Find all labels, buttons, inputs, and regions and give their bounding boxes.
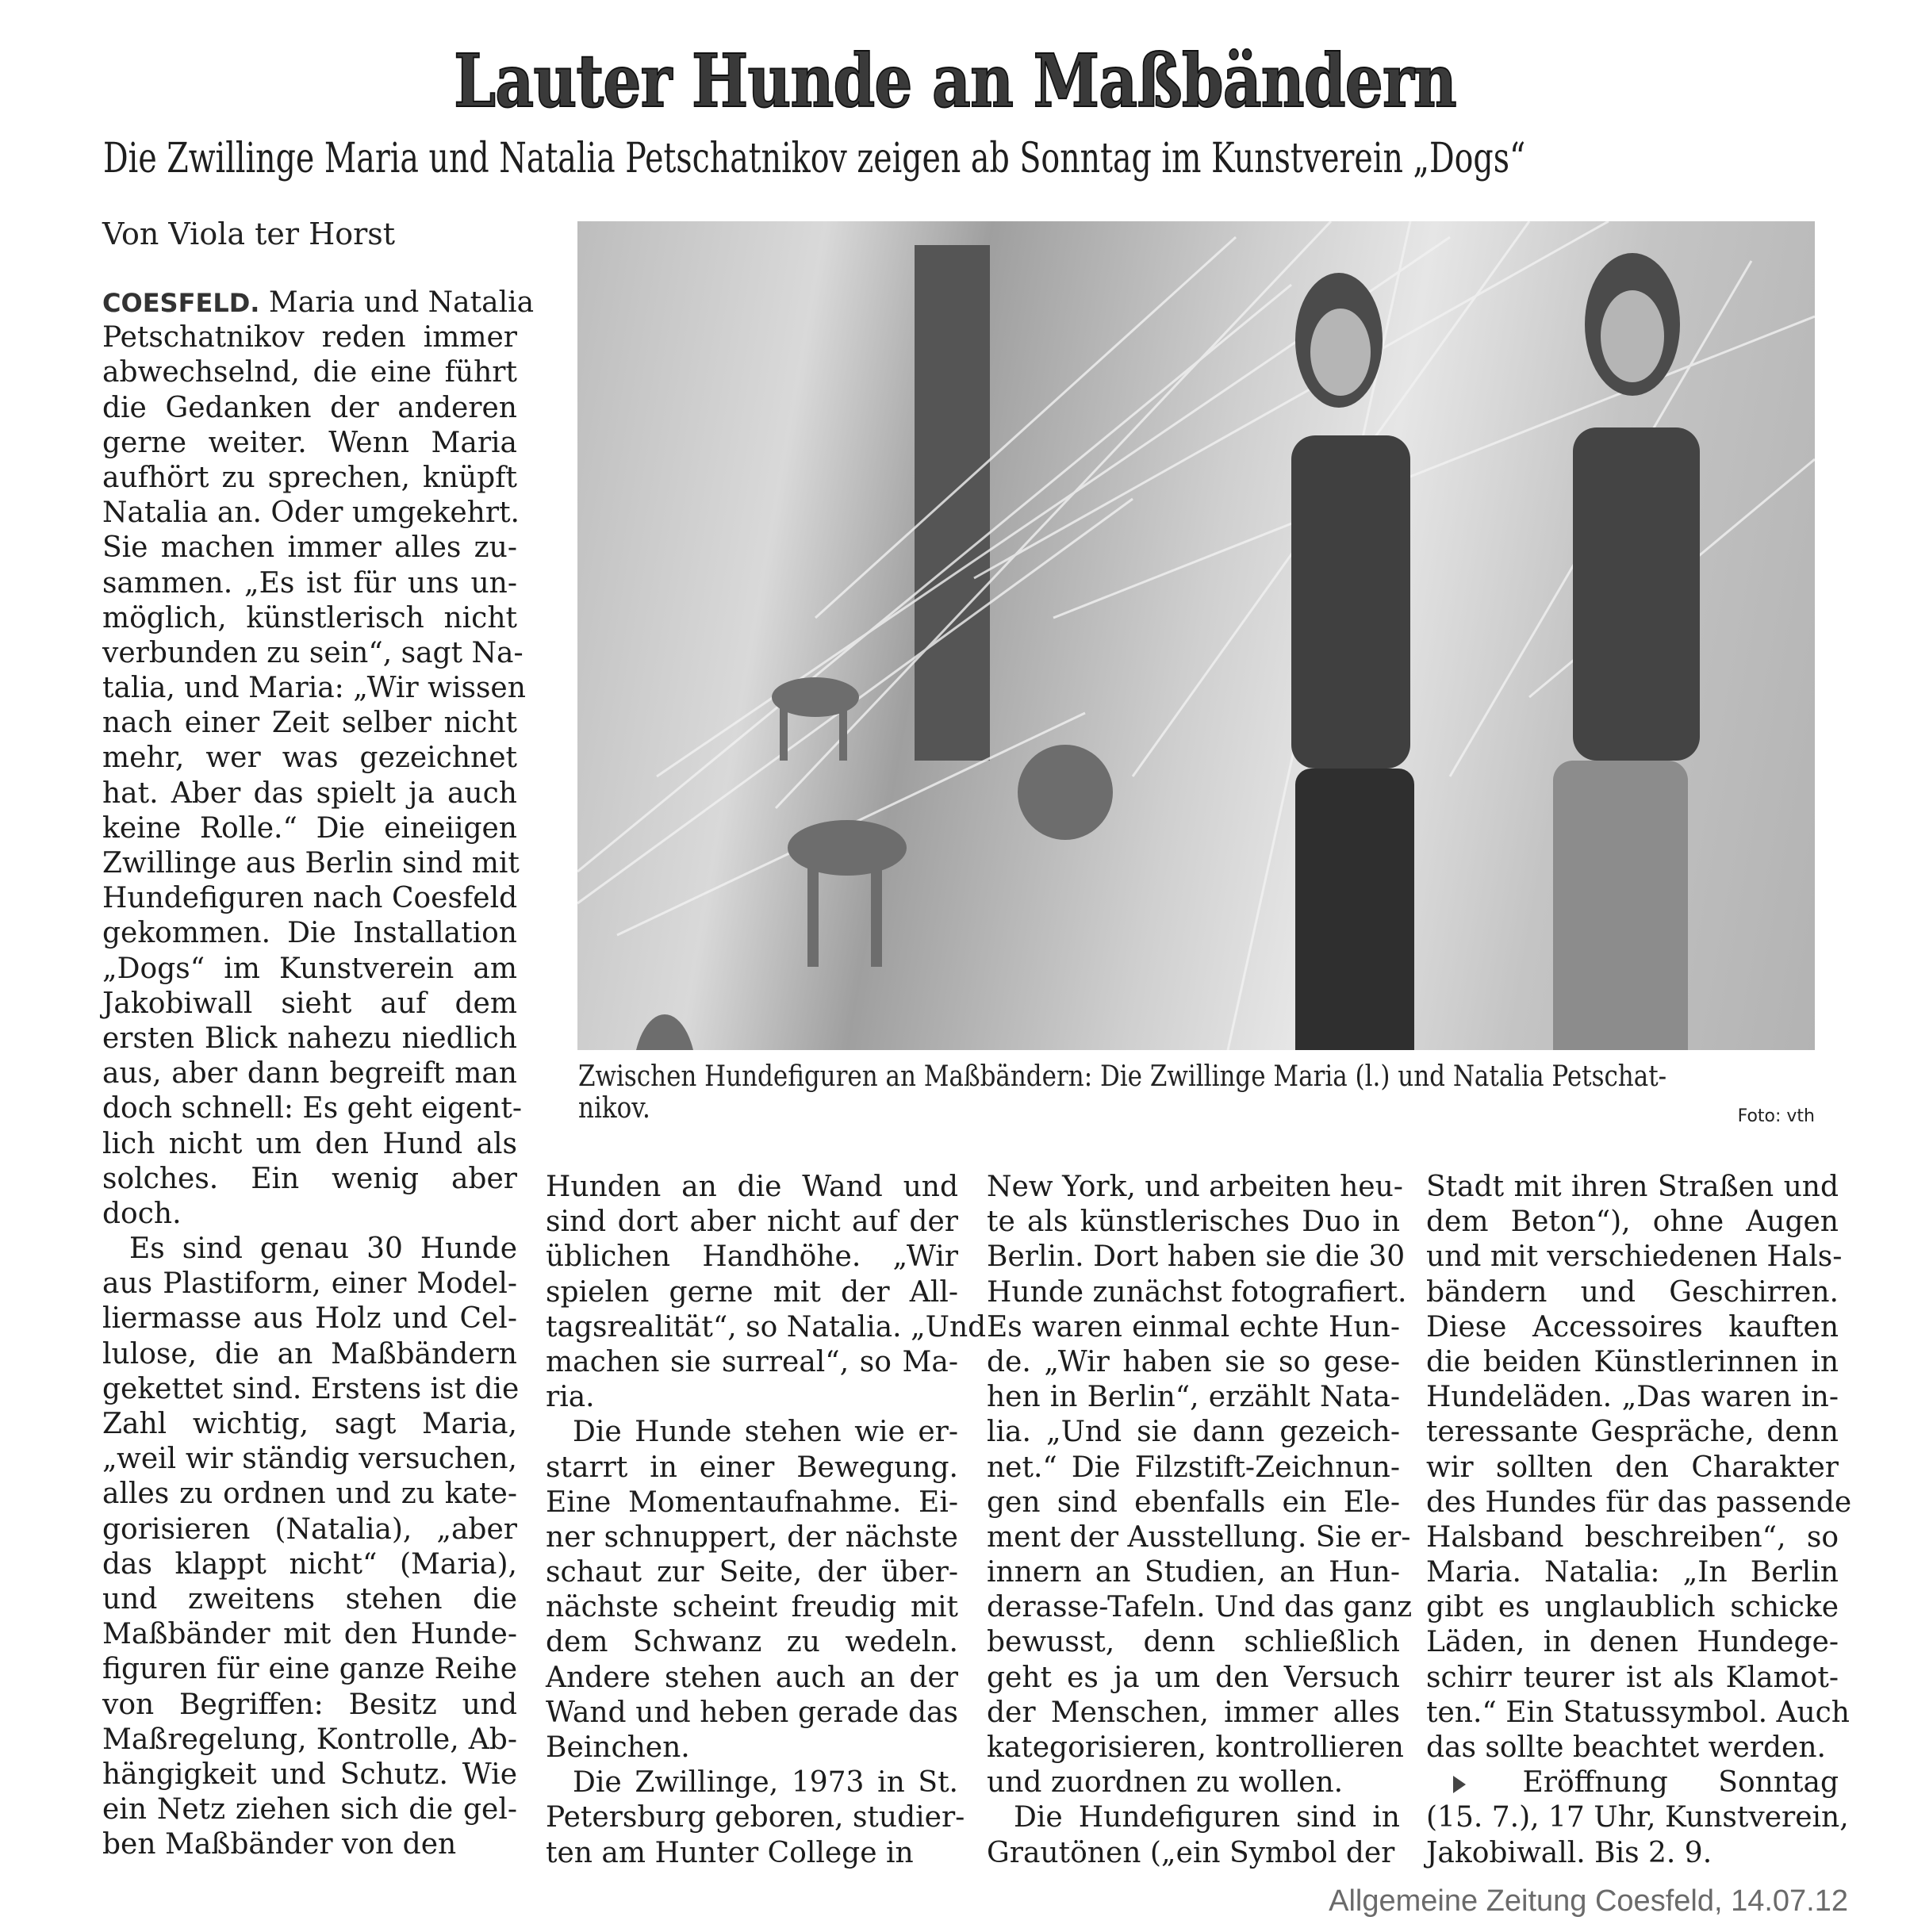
- photo-credit: Foto: vth: [1737, 1106, 1815, 1126]
- article-text-line: bewusst, denn schließlich: [987, 1626, 1400, 1659]
- article-text-line: New York, und arbeiten heu-: [987, 1171, 1403, 1203]
- article-text-line: Petschatnikov reden immer: [102, 321, 517, 355]
- article-text-line: Es sind genau 30 Hunde: [129, 1232, 517, 1266]
- article-text-line: Grautönen („ein Symbol der: [987, 1836, 1395, 1869]
- article-text-line: das sollte beachtet werden.: [1426, 1731, 1826, 1764]
- article-text-line: ten.“ Ein Statussymbol. Auch: [1426, 1696, 1850, 1729]
- article-text-line: gorisieren (Natalia), „aber: [102, 1512, 517, 1546]
- subheadline: Die Zwillinge Maria und Natalia Petschatnikov zeigen ab Sonntag im Kunstverein „Dogs“: [103, 135, 1526, 182]
- article-text-line: keine Rolle.“ Die eineiigen: [102, 811, 517, 845]
- article-text-line: des Hundes für das passende: [1426, 1485, 1852, 1519]
- article-text-line: die beiden Künstlerinnen in: [1426, 1345, 1839, 1378]
- article-text-line: Hunde zunächst fotografiert.: [987, 1275, 1407, 1309]
- article-text-line: ein Netz ziehen sich die gel-: [102, 1793, 517, 1827]
- byline: Von Viola ter Horst: [102, 217, 396, 251]
- article-text-line: starrt in einer Bewegung.: [546, 1451, 958, 1484]
- article-photo: [577, 221, 1815, 1050]
- article-text-line: gibt es unglaublich schicke: [1426, 1591, 1839, 1624]
- article-text-line: te als künstlerisches Duo in: [987, 1206, 1400, 1239]
- woman-left: [1291, 273, 1414, 1050]
- triangle-right-icon: [1453, 1776, 1466, 1793]
- article-text-line: Petersburg geboren, studier-: [546, 1801, 965, 1834]
- article-text-line: ersten Blick nahezu niedlich: [102, 1022, 517, 1055]
- article-text-line: ten am Hunter College in: [546, 1836, 914, 1869]
- article-text-line: aus, aber dann begreift man: [102, 1057, 517, 1091]
- photo-caption: [578, 1061, 1813, 1125]
- article-text-line: Hunden an die Wand und: [546, 1171, 958, 1203]
- article-column-1: [102, 286, 535, 1862]
- article-text-line: doch.: [102, 1197, 182, 1230]
- article-text-line: tagsrealität“, so Natalia. „Und: [546, 1310, 987, 1344]
- article-text-line: verbunden zu sein“, sagt Na-: [102, 636, 524, 669]
- article-text-line: möglich, künstlerisch nicht: [102, 601, 517, 634]
- article-text-line: gekommen. Die Installation: [102, 917, 517, 950]
- article-text-line: Die Hunde stehen wie er-: [573, 1416, 958, 1449]
- article-text-line: Halsband beschreiben“, so: [1426, 1520, 1839, 1554]
- article-text-line: aus Plastiform, einer Model-: [102, 1267, 517, 1301]
- article-text-line: lia. „Und sie dann gezeich-: [987, 1416, 1400, 1449]
- article-text-line: von Begriffen: Besitz und: [102, 1688, 517, 1721]
- article-text-line: Wand und heben gerade das: [546, 1696, 958, 1729]
- article-text-line: dem Schwanz zu wedeln.: [546, 1626, 958, 1659]
- wall-pillar: [915, 245, 990, 761]
- article-text-line: doch schnell: Es geht eigent-: [102, 1092, 523, 1125]
- article-text-line: Hundeläden. „Das waren in-: [1426, 1381, 1839, 1414]
- article-text-line: sammen. „Es ist für uns un-: [102, 566, 517, 600]
- article-text-line: ment der Ausstellung. Sie er-: [987, 1520, 1411, 1554]
- article-text-line: Maßbänder mit den Hunde-: [102, 1618, 517, 1651]
- article-text-line: derasse-Tafeln. Und das ganz: [987, 1591, 1413, 1624]
- article-text-line: COESFELD. Maria und Natalia: [102, 286, 535, 319]
- article-text-line: lich nicht um den Hund als: [102, 1127, 517, 1160]
- article-text-line: solches. Ein wenig aber: [102, 1162, 517, 1195]
- headline: Lauter Hunde an Maßbändern: [454, 38, 1456, 124]
- article-text-line: figuren für eine ganze Reihe: [102, 1653, 517, 1686]
- dateline: COESFELD.: [102, 288, 260, 318]
- article-text-line: üblichen Handhöhe. „Wir: [546, 1240, 958, 1274]
- article-text-line: talia, und Maria: „Wir wissen: [102, 672, 526, 705]
- caption-line: nikov.: [578, 1092, 650, 1125]
- article-text-line: hängigkeit und Schutz. Wie: [102, 1758, 517, 1791]
- article-column-2: [546, 1170, 987, 1871]
- article-text-line: Eröffnung Sonntag: [1426, 1765, 1839, 1800]
- article-text-line: hat. Aber das spielt ja auch: [102, 776, 517, 810]
- article-text-line: und zweitens stehen die: [102, 1582, 517, 1616]
- article-text-line: de. „Wir haben sie so gese-: [987, 1345, 1400, 1378]
- article-text-line: teressante Gespräche, denn: [1426, 1416, 1839, 1449]
- article-text-line: Zahl wichtig, sagt Maria,: [102, 1408, 517, 1440]
- article-text-line: innern an Studien, an Hun-: [987, 1556, 1400, 1589]
- article-column-4: [1426, 1170, 1852, 1871]
- article-text-line: und zuordnen zu wollen.: [987, 1766, 1344, 1800]
- article-text-line: ria.: [546, 1381, 595, 1414]
- article-text-line: Die Hundefiguren sind in: [1014, 1801, 1400, 1834]
- article-text-line: Maria. Natalia: „In Berlin: [1426, 1556, 1839, 1589]
- article-text-line: (15. 7.), 17 Uhr, Kunstverein,: [1426, 1801, 1849, 1834]
- article-text-line: gekettet sind. Erstens ist die: [102, 1372, 520, 1405]
- article-text-line: Andere stehen auch an der: [546, 1661, 958, 1694]
- article-text-line: Beinchen.: [546, 1731, 690, 1764]
- article-text-line: kategorisieren, kontrollieren: [987, 1731, 1404, 1764]
- article-text-line: ner schnuppert, der nächste: [546, 1520, 958, 1554]
- article-text-line: „weil wir ständig versuchen,: [102, 1443, 517, 1476]
- newspaper-source: Allgemeine Zeitung Coesfeld, 14.07.12: [1329, 1884, 1848, 1918]
- article-text-line: sind dort aber nicht auf der: [546, 1206, 958, 1239]
- article-text-line: wir sollten den Charakter: [1426, 1451, 1839, 1484]
- article-text-line: der Menschen, immer alles: [987, 1696, 1400, 1729]
- article-text-line: nächste scheint freudig mit: [546, 1591, 958, 1624]
- article-text-line: mehr, wer was gezeichnet: [102, 742, 517, 775]
- article-text-line: gen sind ebenfalls ein Ele-: [987, 1485, 1400, 1519]
- article-text-line: Natalia an. Oder umgekehrt.: [102, 496, 520, 530]
- article-text-line: Zwillinge aus Berlin sind mit: [102, 847, 520, 880]
- article-column-3: [987, 1170, 1413, 1871]
- article-text-line: Jakobiwall sieht auf dem: [102, 987, 517, 1020]
- article-text-line: lulose, die an Maßbändern: [102, 1337, 517, 1370]
- article-text-line: liermasse aus Holz und Cel-: [102, 1302, 517, 1336]
- article-text-line: „Dogs“ im Kunstverein am: [102, 952, 517, 985]
- article-text-line: Stadt mit ihren Straßen und: [1426, 1171, 1839, 1203]
- article-text-line: machen sie surreal“, so Ma-: [546, 1345, 958, 1378]
- article-text-line: Diese Accessoires kauften: [1426, 1310, 1839, 1344]
- article-text-line: aufhört zu sprechen, knüpft: [102, 461, 517, 494]
- article-text-line: geht es ja um den Versuch: [987, 1661, 1400, 1694]
- article-text-line: Eine Momentaufnahme. Ei-: [546, 1485, 958, 1519]
- article-text-line: spielen gerne mit der All-: [546, 1275, 958, 1309]
- article-text-line: gerne weiter. Wenn Maria: [102, 426, 517, 459]
- article-text-line: Maßregelung, Kontrolle, Ab-: [102, 1723, 517, 1756]
- article-text-line: ben Maßbänder von den: [102, 1828, 457, 1861]
- article-text-line: schirr teurer ist als Klamot-: [1426, 1661, 1839, 1694]
- caption-line: Zwischen Hundefiguren an Maßbändern: Die Zwillinge Maria (l.) und Natalia Petschat-: [578, 1060, 1667, 1093]
- article-text-line: das klappt nicht“ (Maria),: [102, 1547, 517, 1581]
- article-text-line: und mit verschiedenen Hals-: [1426, 1240, 1843, 1274]
- article-text-line: Berlin. Dort haben sie die 30: [987, 1240, 1406, 1274]
- article-text-line: bändern und Geschirren.: [1426, 1275, 1839, 1309]
- article-text-line: net.“ Die Filzstift-Zeichnun-: [987, 1451, 1400, 1484]
- article-text-line: Die Zwillinge, 1973 in St.: [573, 1766, 958, 1800]
- article-text-line: alles zu ordnen und zu kate-: [102, 1478, 517, 1511]
- photo-illustration: [577, 221, 1815, 1050]
- article-text-line: schaut zur Seite, der über-: [546, 1556, 958, 1589]
- article-text-line: Jakobiwall. Bis 2. 9.: [1426, 1836, 1712, 1869]
- article-text-line: abwechselnd, die eine führt: [102, 356, 517, 389]
- article-text-line: Es waren einmal echte Hun-: [987, 1310, 1400, 1344]
- article-text-line: Läden, in denen Hundege-: [1426, 1626, 1839, 1659]
- woman-right: [1553, 253, 1700, 1050]
- article-text-line: die Gedanken der anderen: [102, 391, 517, 424]
- article-text-line: dem Beton“), ohne Augen: [1426, 1206, 1839, 1239]
- article-text-line: hen in Berlin“, erzählt Nata-: [987, 1381, 1400, 1414]
- article-text-line: Sie machen immer alles zu-: [102, 531, 517, 565]
- article-text-line: nach einer Zeit selber nicht: [102, 707, 517, 740]
- article-text-line: Hundefiguren nach Coesfeld: [102, 882, 518, 915]
